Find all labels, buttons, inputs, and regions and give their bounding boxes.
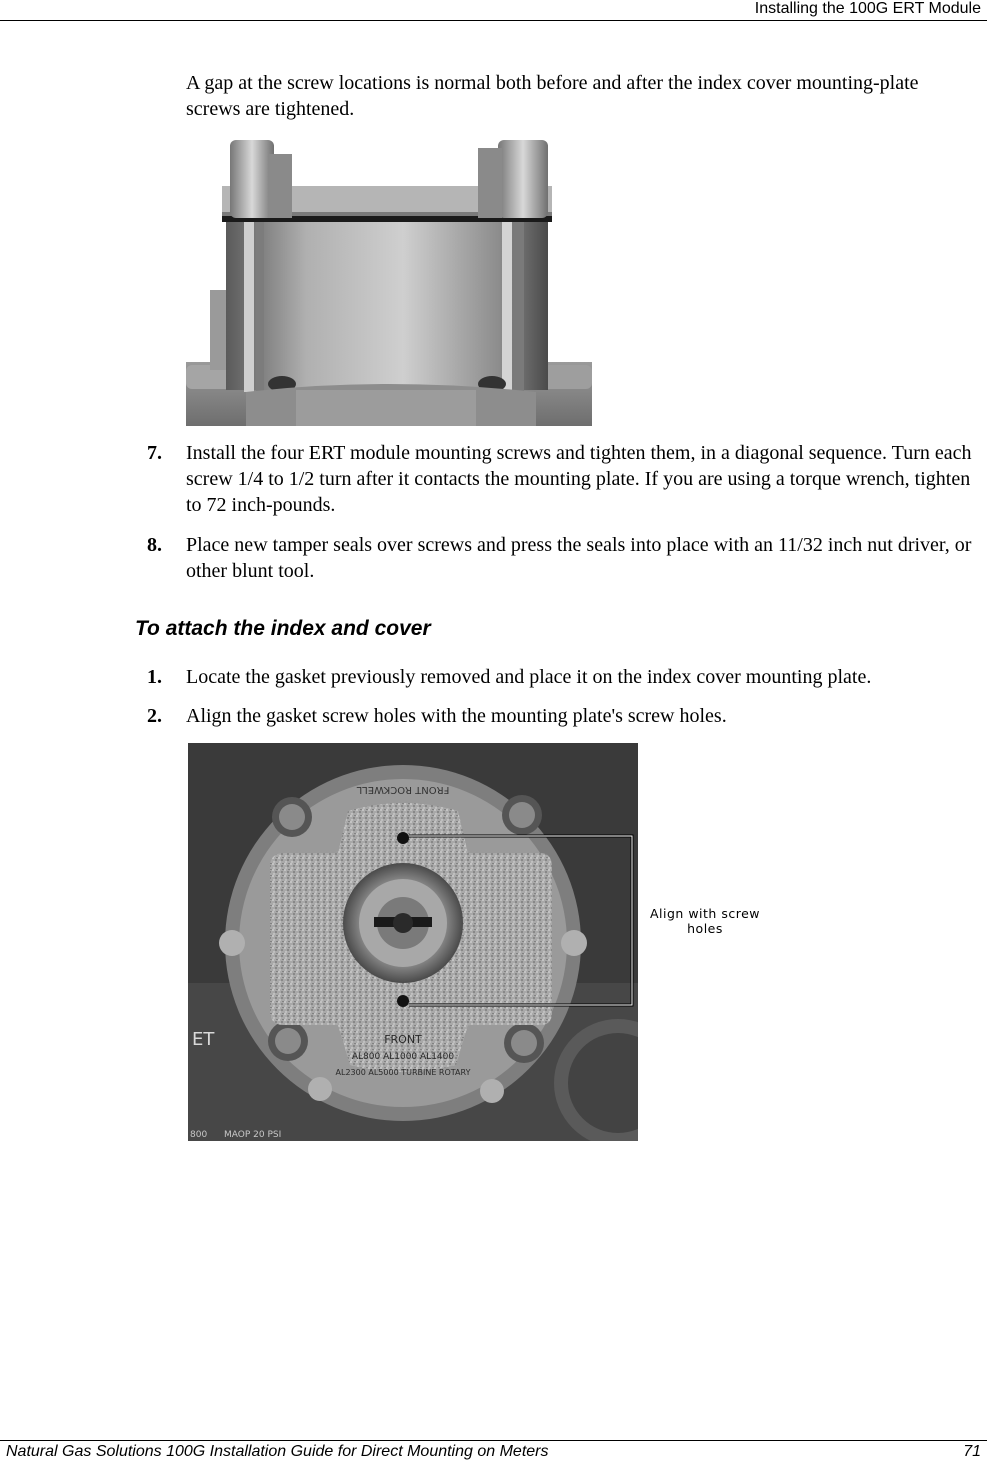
- step-text: Install the four ERT module mounting screws and tighten them, in a diagonal sequence. Turn each screw 1/4 to 1/2 turn after it contacts the mounting plate. If you are using a torque wrench, tighten to 72 inch-pounds.: [186, 442, 972, 516]
- step-number: 7.: [147, 442, 162, 464]
- ert-module-photo: [186, 140, 592, 426]
- step-text: Locate the gasket previously removed and place it on the index cover mounting plate.: [186, 666, 872, 688]
- section-heading: To attach the index and cover: [135, 617, 431, 640]
- gasket-alignment-photo: [188, 743, 638, 1141]
- step-number: 1.: [147, 666, 162, 688]
- step-number: 8.: [147, 534, 162, 556]
- callout-label: Align with screw holes: [650, 906, 760, 936]
- casting-corner-text: 800: [190, 1130, 208, 1140]
- casting-front-text: FRONT: [384, 1033, 422, 1046]
- intro-paragraph: A gap at the screw locations is normal both before and after the index cover mounting-plate screws are tightened.: [186, 72, 919, 120]
- step-8: [147, 532, 977, 584]
- casting-models-text: AL800 AL1000 AL1400: [351, 1052, 455, 1062]
- step-1: [147, 664, 977, 690]
- casting-maop-text: MAOP 20 PSI: [224, 1130, 282, 1140]
- step-text: Place new tamper seals over screws and press the seals into place with an 11/32 inch nut driver, or other blunt tool.: [186, 534, 972, 582]
- casting-top-text: FRONT ROCKWELL: [356, 784, 450, 795]
- footer-rule: [0, 1440, 987, 1441]
- step-text: Align the gasket screw holes with the mounting plate's screw holes.: [186, 705, 727, 727]
- running-header: Installing the 100G ERT Module: [754, 0, 981, 17]
- footer-title: Natural Gas Solutions 100G Installation Guide for Direct Mounting on Meters: [6, 1443, 549, 1460]
- step-2: [147, 703, 977, 729]
- step-number: 2.: [147, 705, 162, 727]
- header-rule: [0, 20, 987, 21]
- casting-models2-text: AL2300 AL5000 TURBINE ROTARY: [335, 1068, 471, 1077]
- page-number: 71: [963, 1443, 981, 1460]
- casting-left-text: ET: [192, 1029, 215, 1050]
- step-7: [147, 440, 977, 518]
